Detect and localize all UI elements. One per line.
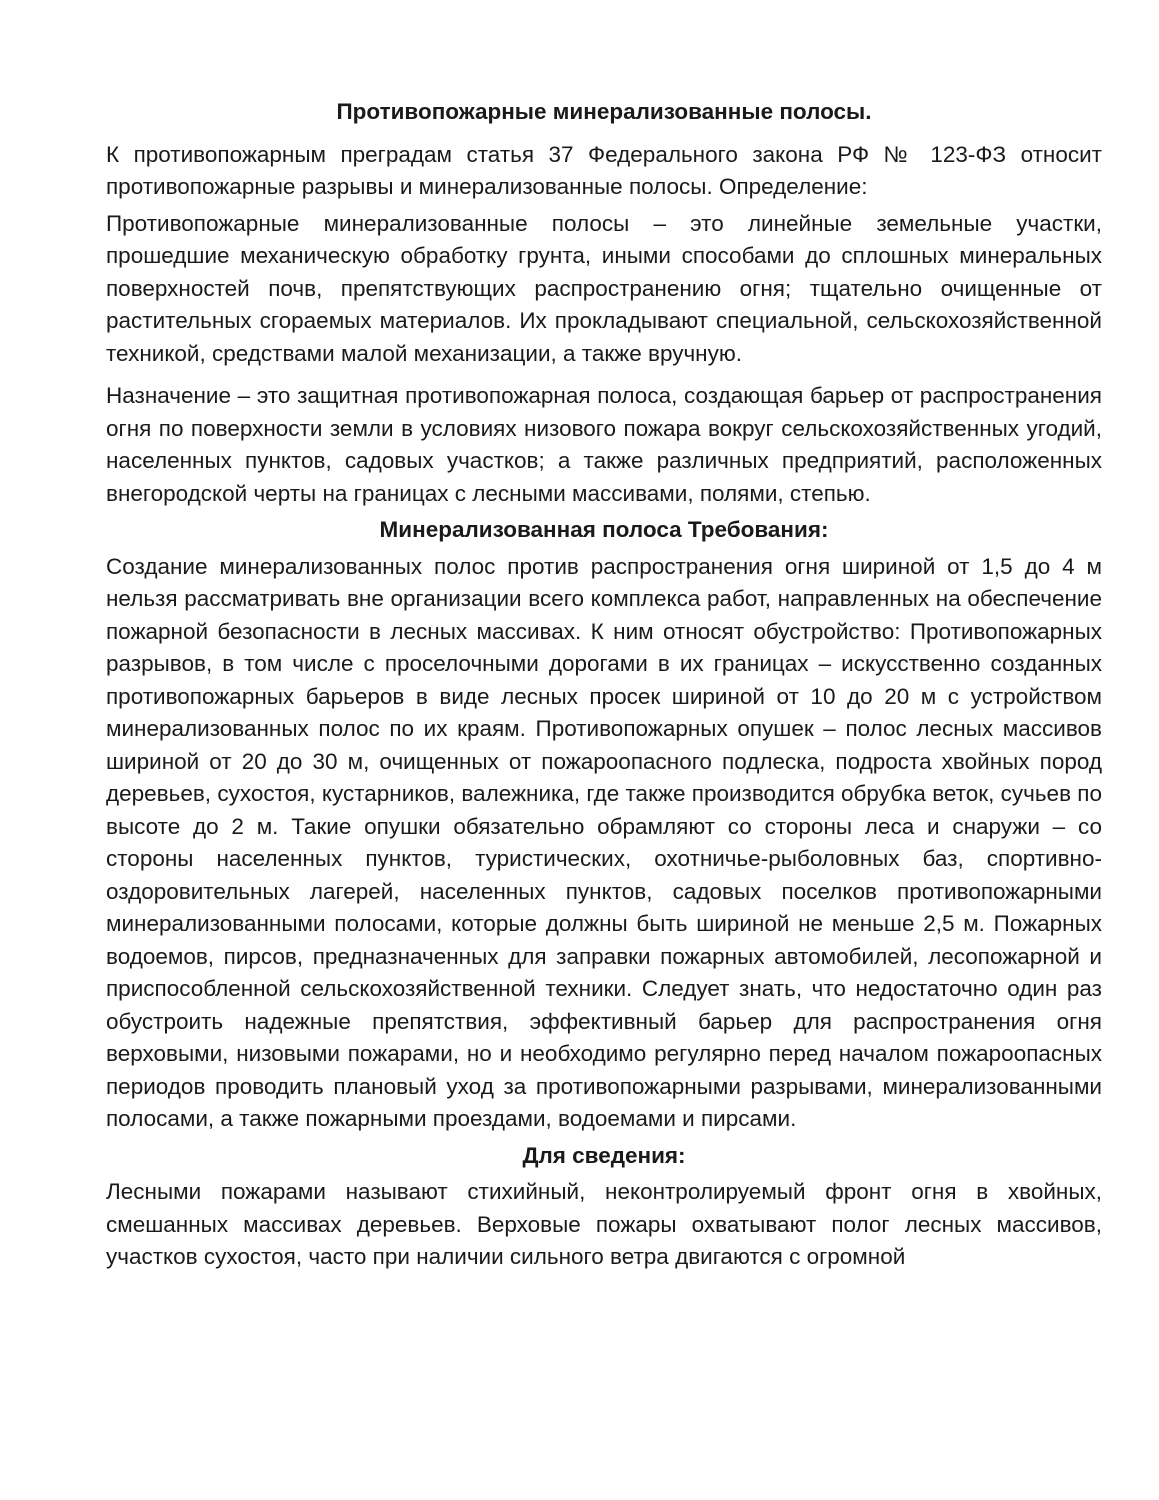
document-page: [106, 96, 1102, 1284]
requirements-heading: Минерализованная полоса Требования:: [379, 517, 829, 542]
info-paragraph: Лесными пожарами называют стихийный, неконтролируемый фронт огня в хвойных, смешанных массивах деревьев. Верховые пожары охватывают полог лесных массивов, участков сухостоя, часто при наличии сильного ветра двигаются с огромной: [106, 1179, 1102, 1269]
definition-paragraph: Противопожарные минерализованные полосы – это линейные земельные участки, прошедшие механическую обработку грунта, иными способами до сплошных минеральных поверхностей почв, препятствующих распространению огня; тщательно очищенные от растительных сгораемых материалов. Их прокладывают специальной, сельскохозяйственной техникой, средствами малой механизации, а также вручную.: [106, 210, 1102, 366]
purpose-paragraph: Назначение – это защитная противопожарная полоса, создающая барьер от распространения огня по поверхности земли в условиях низового пожара вокруг сельскохозяйственных угодий, населенных пунктов, садовых участков; а также различных предприятий, расположенных внегородской черты на границах с лесными массивами, полями, степью.: [106, 383, 1102, 506]
document-title: Противопожарные минерализованные полосы.: [336, 99, 872, 124]
info-heading: Для сведения:: [522, 1142, 686, 1168]
intro-paragraph: К противопожарным преградам статья 37 Федерального закона РФ № 123-ФЗ относит противопожарные разрывы и минерализованные полосы. Определение:: [106, 141, 1102, 199]
requirements-paragraph: Создание минерализованных полос против распространения огня шириной от 1,5 до 4 м нельзя рассматривать вне организации всего комплекса работ, направленных на обеспечение пожарной безопасности в лесных массивах. К ним относят обустройство: Противопожарных разрывов, в том числе с проселочными дорогами в их границах – искусственно созданных противопожарных барьеров в виде лесных просек шириной от 10 до 20 м с устройством минерализованных полос по их краям. Противопожарных опушек – полос лесных массивов шириной от 20 до 30 м, очищенных от пожароопасного подлеска, подроста хвойных пород деревьев, сухостоя, кустарников, валежника, где также производится обрубка веток, сучьев по высоте до 2 м. Такие опушки обязательно обрамляют со стороны леса и снаружи – со стороны населенных пунктов, туристических, охотничье-рыболовных баз, спортивно-оздоровительных лагерей, населенных пунктов, садовых поселков противопожарными минерализованными полосами, которые должны быть шириной не меньше 2,5 м. Пожарных водоемов, пирсов, предназначенных для заправки пожарных автомобилей, лесопожарной и приспособленной сельскохозяйственной техники. Следует знать, что недостаточно один раз обустроить надежные препятствия, эффективный барьер для распространения огня верховыми, низовыми пожарами, но и необходимо регулярно перед началом пожароопасных периодов проводить плановый уход за противопожарными разрывами, минерализованными полосами, а также пожарными проездами, водоемами и пирсами.: [106, 553, 1102, 1131]
